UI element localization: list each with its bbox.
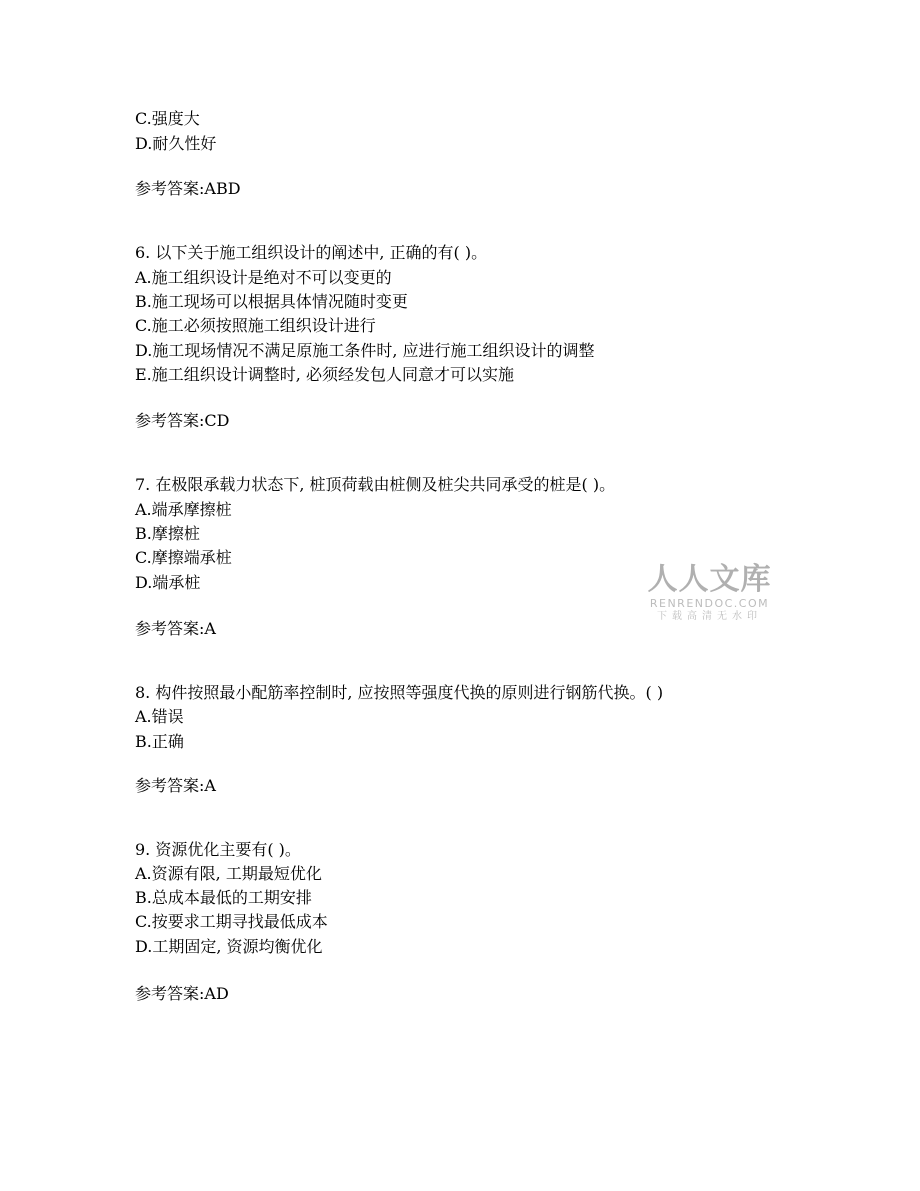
question-9-option-b: B.总成本最低的工期安排 bbox=[135, 888, 312, 907]
question-9-answer: 参考答案:AD bbox=[135, 984, 229, 1003]
question-6-option-c: C.施工必须按照施工组织设计进行 bbox=[135, 316, 376, 335]
option-d: D.耐久性好 bbox=[135, 134, 217, 153]
question-7-option-d: D.端承桩 bbox=[135, 573, 201, 592]
question-9-option-c: C.按要求工期寻找最低成本 bbox=[135, 912, 328, 931]
question-7-option-c: C.摩擦端承桩 bbox=[135, 548, 232, 567]
watermark-subtitle: 下载高清无水印 bbox=[657, 611, 762, 622]
option-c: C.强度大 bbox=[135, 109, 200, 128]
question-7-text: 7. 在极限承载力状态下, 桩顶荷载由桩侧及桩尖共同承受的桩是( )。 bbox=[135, 475, 616, 494]
question-6-option-d: D.施工现场情况不满足原施工条件时, 应进行施工组织设计的调整 bbox=[135, 341, 595, 360]
question-9-option-a: A.资源有限, 工期最短优化 bbox=[135, 864, 322, 883]
question-6-option-e: E.施工组织设计调整时, 必须经发包人同意才可以实施 bbox=[135, 365, 514, 384]
question-8-text: 8. 构件按照最小配筋率控制时, 应按照等强度代换的原则进行钢筋代换。( ) bbox=[135, 683, 664, 702]
question-6-option-a: A.施工组织设计是绝对不可以变更的 bbox=[135, 268, 392, 287]
watermark-title: 人人文库 bbox=[647, 562, 772, 597]
question-8-option-a: A.错误 bbox=[135, 707, 184, 726]
question-7-option-a: A.端承摩擦桩 bbox=[135, 500, 232, 519]
question-9-option-d: D.工期固定, 资源均衡优化 bbox=[135, 937, 323, 956]
question-6-answer: 参考答案:CD bbox=[135, 411, 230, 430]
watermark-logo bbox=[642, 563, 777, 627]
watermark-domain: RENRENDOC.COM bbox=[649, 597, 770, 610]
question-7-answer: 参考答案:A bbox=[135, 619, 216, 638]
question-8-answer: 参考答案:A bbox=[135, 776, 216, 795]
question-8-option-b: B.正确 bbox=[135, 732, 184, 751]
question-7-option-b: B.摩擦桩 bbox=[135, 524, 200, 543]
question-9-text: 9. 资源优化主要有( )。 bbox=[135, 840, 301, 859]
answer-line: 参考答案:ABD bbox=[135, 179, 241, 198]
question-6-text: 6. 以下关于施工组织设计的阐述中, 正确的有( )。 bbox=[135, 243, 488, 262]
question-6-option-b: B.施工现场可以根据具体情况随时变更 bbox=[135, 292, 408, 311]
